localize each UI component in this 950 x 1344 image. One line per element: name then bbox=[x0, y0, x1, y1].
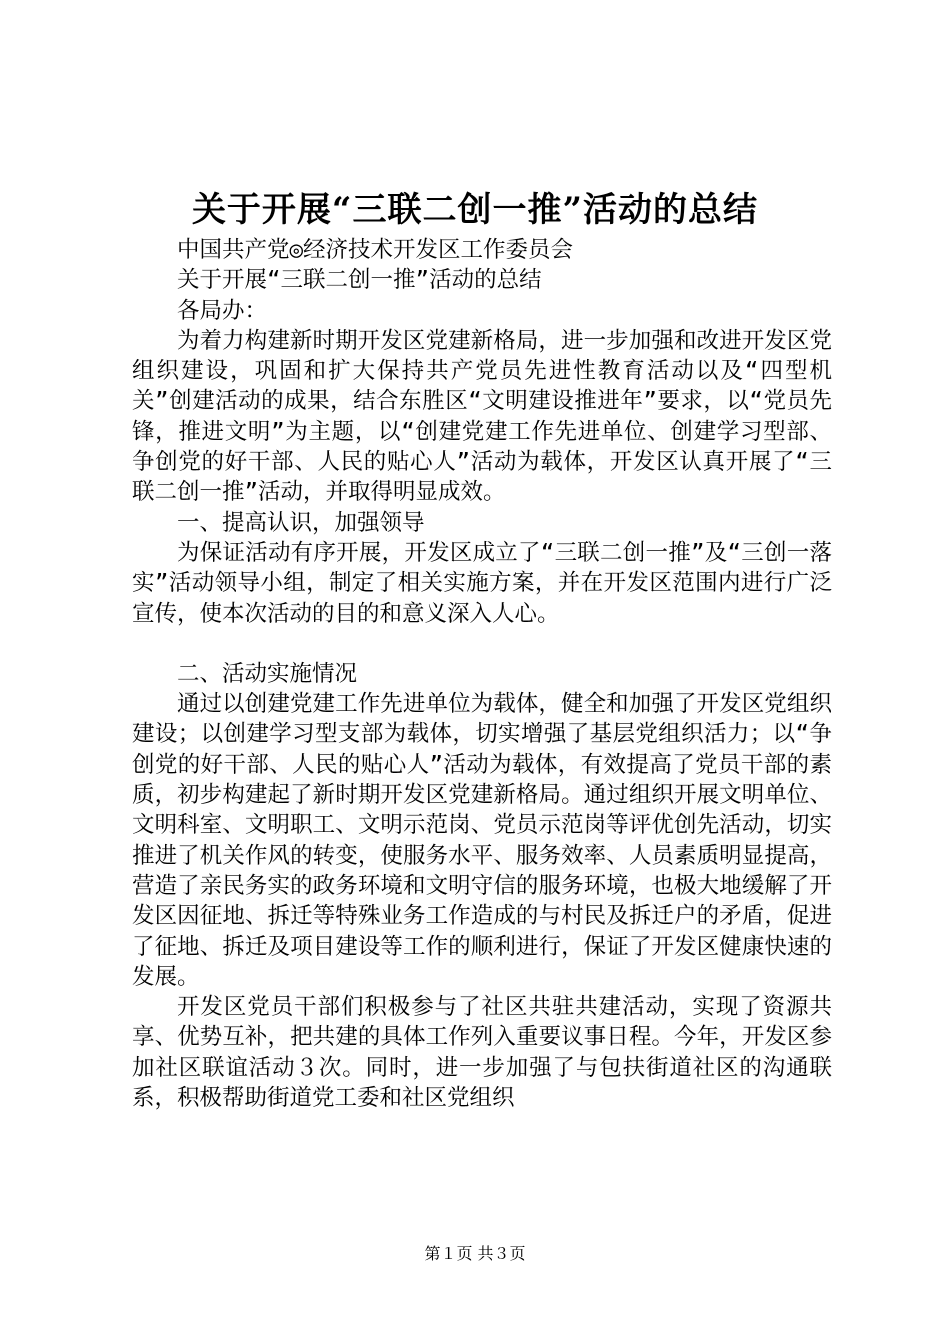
section-heading-1: 一、提高认识，加强领导 bbox=[177, 509, 425, 536]
issuer-line: 中国共产党◎经济技术开发区工作委员会 bbox=[177, 237, 574, 263]
paragraph-community: 开发区党员干部们积极参与了社区共驻共建活动，实现了资源共享、优势互补，把共建的具体工作列入重要议事日程。今年，开发区参加社区联谊活动３次。同时，进一步加强了与包扶街道社区的沟通联系，积极帮助街道党工委和社区党组织 bbox=[132, 994, 832, 1112]
paragraph-intro: 为着力构建新时期开发区党建新格局，进一步加强和改进开发区党组织建设，巩固和扩大保持共产党员先进性教育活动以及“四型机关”创建活动的成果，结合东胜区“文明建设推进年”要求，以“党员先锋，推进文明”为主题，以“创建党建工作先进单位、创建学习型部、争创党的好干部、人民的贴心人”活动为载体，开发区认真开展了“三联二创一推”活动，并取得明显成效。 bbox=[132, 327, 832, 506]
paragraph-implementation: 通过以创建党建工作先进单位为载体，健全和加强了开发区党组织建设；以创建学习型支部为载体，切实增强了基层党组织活力；以“争创党的好干部、人民的贴心人”活动为载体，有效提高了党员干部的素质，初步构建起了新时期开发区党建新格局。通过组织开展文明单位、文明科室、文明职工、文明示范岗、党员示范岗等评优创先活动，切实推进了机关作风的转变，使服务水平、服务效率、人员素质明显提高，营造了亲民务实的政务环境和文明守信的服务环境，也极大地缓解了开发区因征地、拆迁等特殊业务工作造成的与村民及拆迁户的矛盾，促进了征地、拆迁及项目建设等工作的顺利进行，保证了开发区健康快速的发展。 bbox=[132, 691, 832, 990]
salutation: 各局办： bbox=[177, 297, 268, 324]
page-number: 第１页 共３页 bbox=[424, 1244, 526, 1263]
document-body bbox=[132, 235, 832, 1113]
subject-line: 关于开展“三联二创一推”活动的总结 bbox=[177, 267, 542, 294]
section-heading-2: 二、活动实施情况 bbox=[177, 660, 358, 687]
document-title: 关于开展“三联二创一推”活动的总结 bbox=[191, 190, 759, 230]
paragraph-leadership: 为保证活动有序开展，开发区成立了“三联二创一推”及“三创一落实”活动领导小组，制定了相关实施方案，并在开发区范围内进行广泛宣传，使本次活动的目的和意义深入人心。 bbox=[132, 539, 832, 627]
